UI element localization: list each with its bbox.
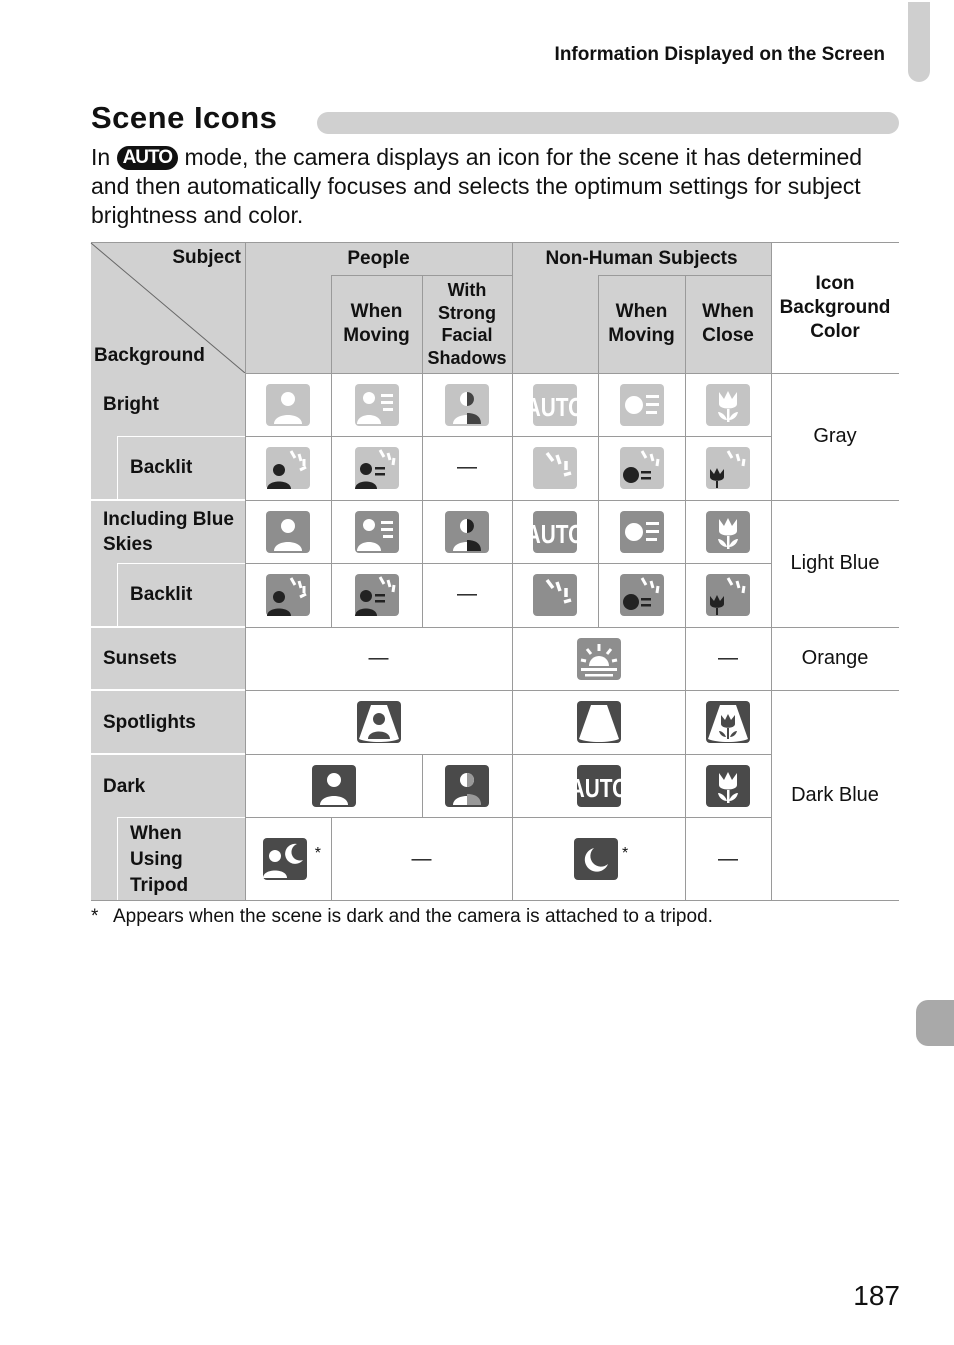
subject-label: Subject <box>172 247 241 268</box>
nh-close-header: When Close <box>702 301 754 346</box>
row-dark: Dark <box>103 775 146 797</box>
macro-flower-icon <box>704 509 752 555</box>
backlit-icon <box>531 572 579 618</box>
cell-tripod-people-other: — <box>411 847 432 870</box>
cell-bright-backlit-shadows: — <box>457 456 477 478</box>
cell-bright-nh-close <box>685 373 771 436</box>
cell-blue-backlit-nh-moving <box>598 563 685 626</box>
portrait-shadow-icon <box>443 382 491 428</box>
portrait-icon <box>264 382 312 428</box>
object-moving-backlit-icon <box>618 572 666 618</box>
cell-dark-shadows <box>422 754 512 817</box>
object-moving-icon <box>618 382 666 428</box>
portrait-backlit-icon <box>264 445 312 491</box>
people-shadows-header: With Strong Facial Shadows <box>427 280 507 368</box>
cell-blue-people <box>245 500 331 563</box>
cell-blue-nh-close <box>685 500 771 563</box>
auto-icon <box>569 763 628 809</box>
cell-tripod-close: — <box>718 847 738 870</box>
portrait-shadow-icon <box>443 763 491 809</box>
row-tripod: When Using Tripod <box>130 822 189 896</box>
row-blue-skies: Including Blue Skies <box>103 509 234 555</box>
title-rule <box>317 112 899 134</box>
auto-icon <box>525 382 585 428</box>
cell-blue-backlit-auto <box>512 563 598 626</box>
footnote-text: Appears when the scene is dark and the camera is attached to a tripod. <box>113 906 713 927</box>
portrait-moving-backlit-icon <box>353 445 401 491</box>
cell-blue-backlit-nh-close <box>685 563 771 626</box>
background-label: Background <box>94 345 205 366</box>
portrait-moving-icon <box>353 382 401 428</box>
object-moving-backlit-icon <box>618 445 666 491</box>
cell-dark-close <box>685 754 771 817</box>
running-header: Information Displayed on the Screen <box>554 44 885 65</box>
cell-bright-shadows <box>422 373 512 436</box>
cell-tripod-people <box>245 817 331 901</box>
portrait-shadow-icon <box>443 509 491 555</box>
cell-bright-auto <box>512 373 598 436</box>
tripod-footnote-marker: * <box>622 845 629 862</box>
svg-text:AUTO: AUTO <box>525 519 585 549</box>
auto-mode-icon: AUTO <box>117 146 178 170</box>
cell-bright-backlit-moving <box>331 436 422 499</box>
cell-blue-backlit-people <box>245 563 331 626</box>
cell-tripod-nh <box>512 817 685 901</box>
cell-spotlights-close <box>685 690 771 754</box>
portrait-moving-backlit-icon <box>353 572 401 618</box>
night-portrait-icon <box>261 836 309 882</box>
object-moving-icon <box>618 509 666 555</box>
section-title: Scene Icons <box>91 100 278 135</box>
bg-color-dark-blue: Dark Blue <box>791 784 879 806</box>
row-bright: Bright <box>103 394 159 415</box>
cell-blue-shadows <box>422 500 512 563</box>
row-blue-backlit: Backlit <box>130 583 193 605</box>
cell-bright-people-moving <box>331 373 422 436</box>
cell-bright-backlit-auto <box>512 436 598 499</box>
spotlight-portrait-icon <box>355 699 403 745</box>
bg-color-header: Icon Background Color <box>779 273 891 342</box>
nh-moving-header: When Moving <box>608 301 675 346</box>
cell-dark-auto <box>512 754 685 817</box>
cell-bright-backlit-nh-moving <box>598 436 685 499</box>
cell-sunsets-close: — <box>718 647 738 669</box>
people-moving-header: When Moving <box>343 301 410 346</box>
svg-text:AUTO: AUTO <box>569 773 628 803</box>
portrait-moving-icon <box>353 509 401 555</box>
cell-sunsets-nh <box>512 627 685 690</box>
portrait-icon <box>264 509 312 555</box>
backlit-icon <box>531 445 579 491</box>
cell-blue-backlit-moving <box>331 563 422 626</box>
intro-paragraph <box>91 143 901 230</box>
sunset-icon <box>575 636 623 682</box>
night-moon-icon <box>572 836 620 882</box>
svg-text:AUTO: AUTO <box>525 392 585 422</box>
cell-blue-auto <box>512 500 598 563</box>
spotlight-icon <box>575 699 623 745</box>
cell-blue-backlit-shadows: — <box>457 583 477 605</box>
bg-color-gray: Gray <box>813 425 857 447</box>
bg-color-light-blue: Light Blue <box>790 552 880 574</box>
footnote <box>91 906 713 928</box>
footnote-marker: * <box>91 906 99 927</box>
people-header: People <box>347 248 410 269</box>
cell-blue-people-moving <box>331 500 422 563</box>
row-bright-backlit: Backlit <box>130 456 193 478</box>
auto-icon <box>525 509 585 555</box>
cell-dark-people <box>245 754 422 817</box>
non-human-header: Non-Human Subjects <box>545 248 738 269</box>
bg-color-orange: Orange <box>801 647 869 669</box>
tripod-footnote-marker: * <box>314 845 321 862</box>
macro-flower-icon <box>704 763 752 809</box>
macro-backlit-icon <box>704 445 752 491</box>
page-number: 187 <box>853 1280 900 1311</box>
cell-bright-people <box>245 373 331 436</box>
cell-bright-nh-moving <box>598 373 685 436</box>
row-spotlights: Spotlights <box>103 711 196 733</box>
row-sunsets: Sunsets <box>103 648 177 669</box>
portrait-backlit-icon <box>264 572 312 618</box>
index-edge-tab <box>916 1000 954 1046</box>
cell-bright-backlit-nh-close <box>685 436 771 499</box>
chapter-edge-tab <box>908 2 930 82</box>
portrait-icon <box>310 763 358 809</box>
cell-spotlights-people <box>245 690 512 754</box>
cell-bright-backlit-people <box>245 436 331 499</box>
cell-blue-nh-moving <box>598 500 685 563</box>
intro-text-start: In <box>91 144 117 170</box>
corner-header-cell <box>91 243 245 373</box>
macro-flower-icon <box>704 382 752 428</box>
cell-spotlights-nh <box>512 690 685 754</box>
spotlight-macro-icon <box>704 699 752 745</box>
cell-sunsets-people: — <box>368 647 389 669</box>
intro-text-end: mode, the camera displays an icon for the scene it has determined and then automatically focuses and selects the optimum settings for subject brightness and color. <box>91 144 863 228</box>
macro-backlit-icon <box>704 572 752 618</box>
